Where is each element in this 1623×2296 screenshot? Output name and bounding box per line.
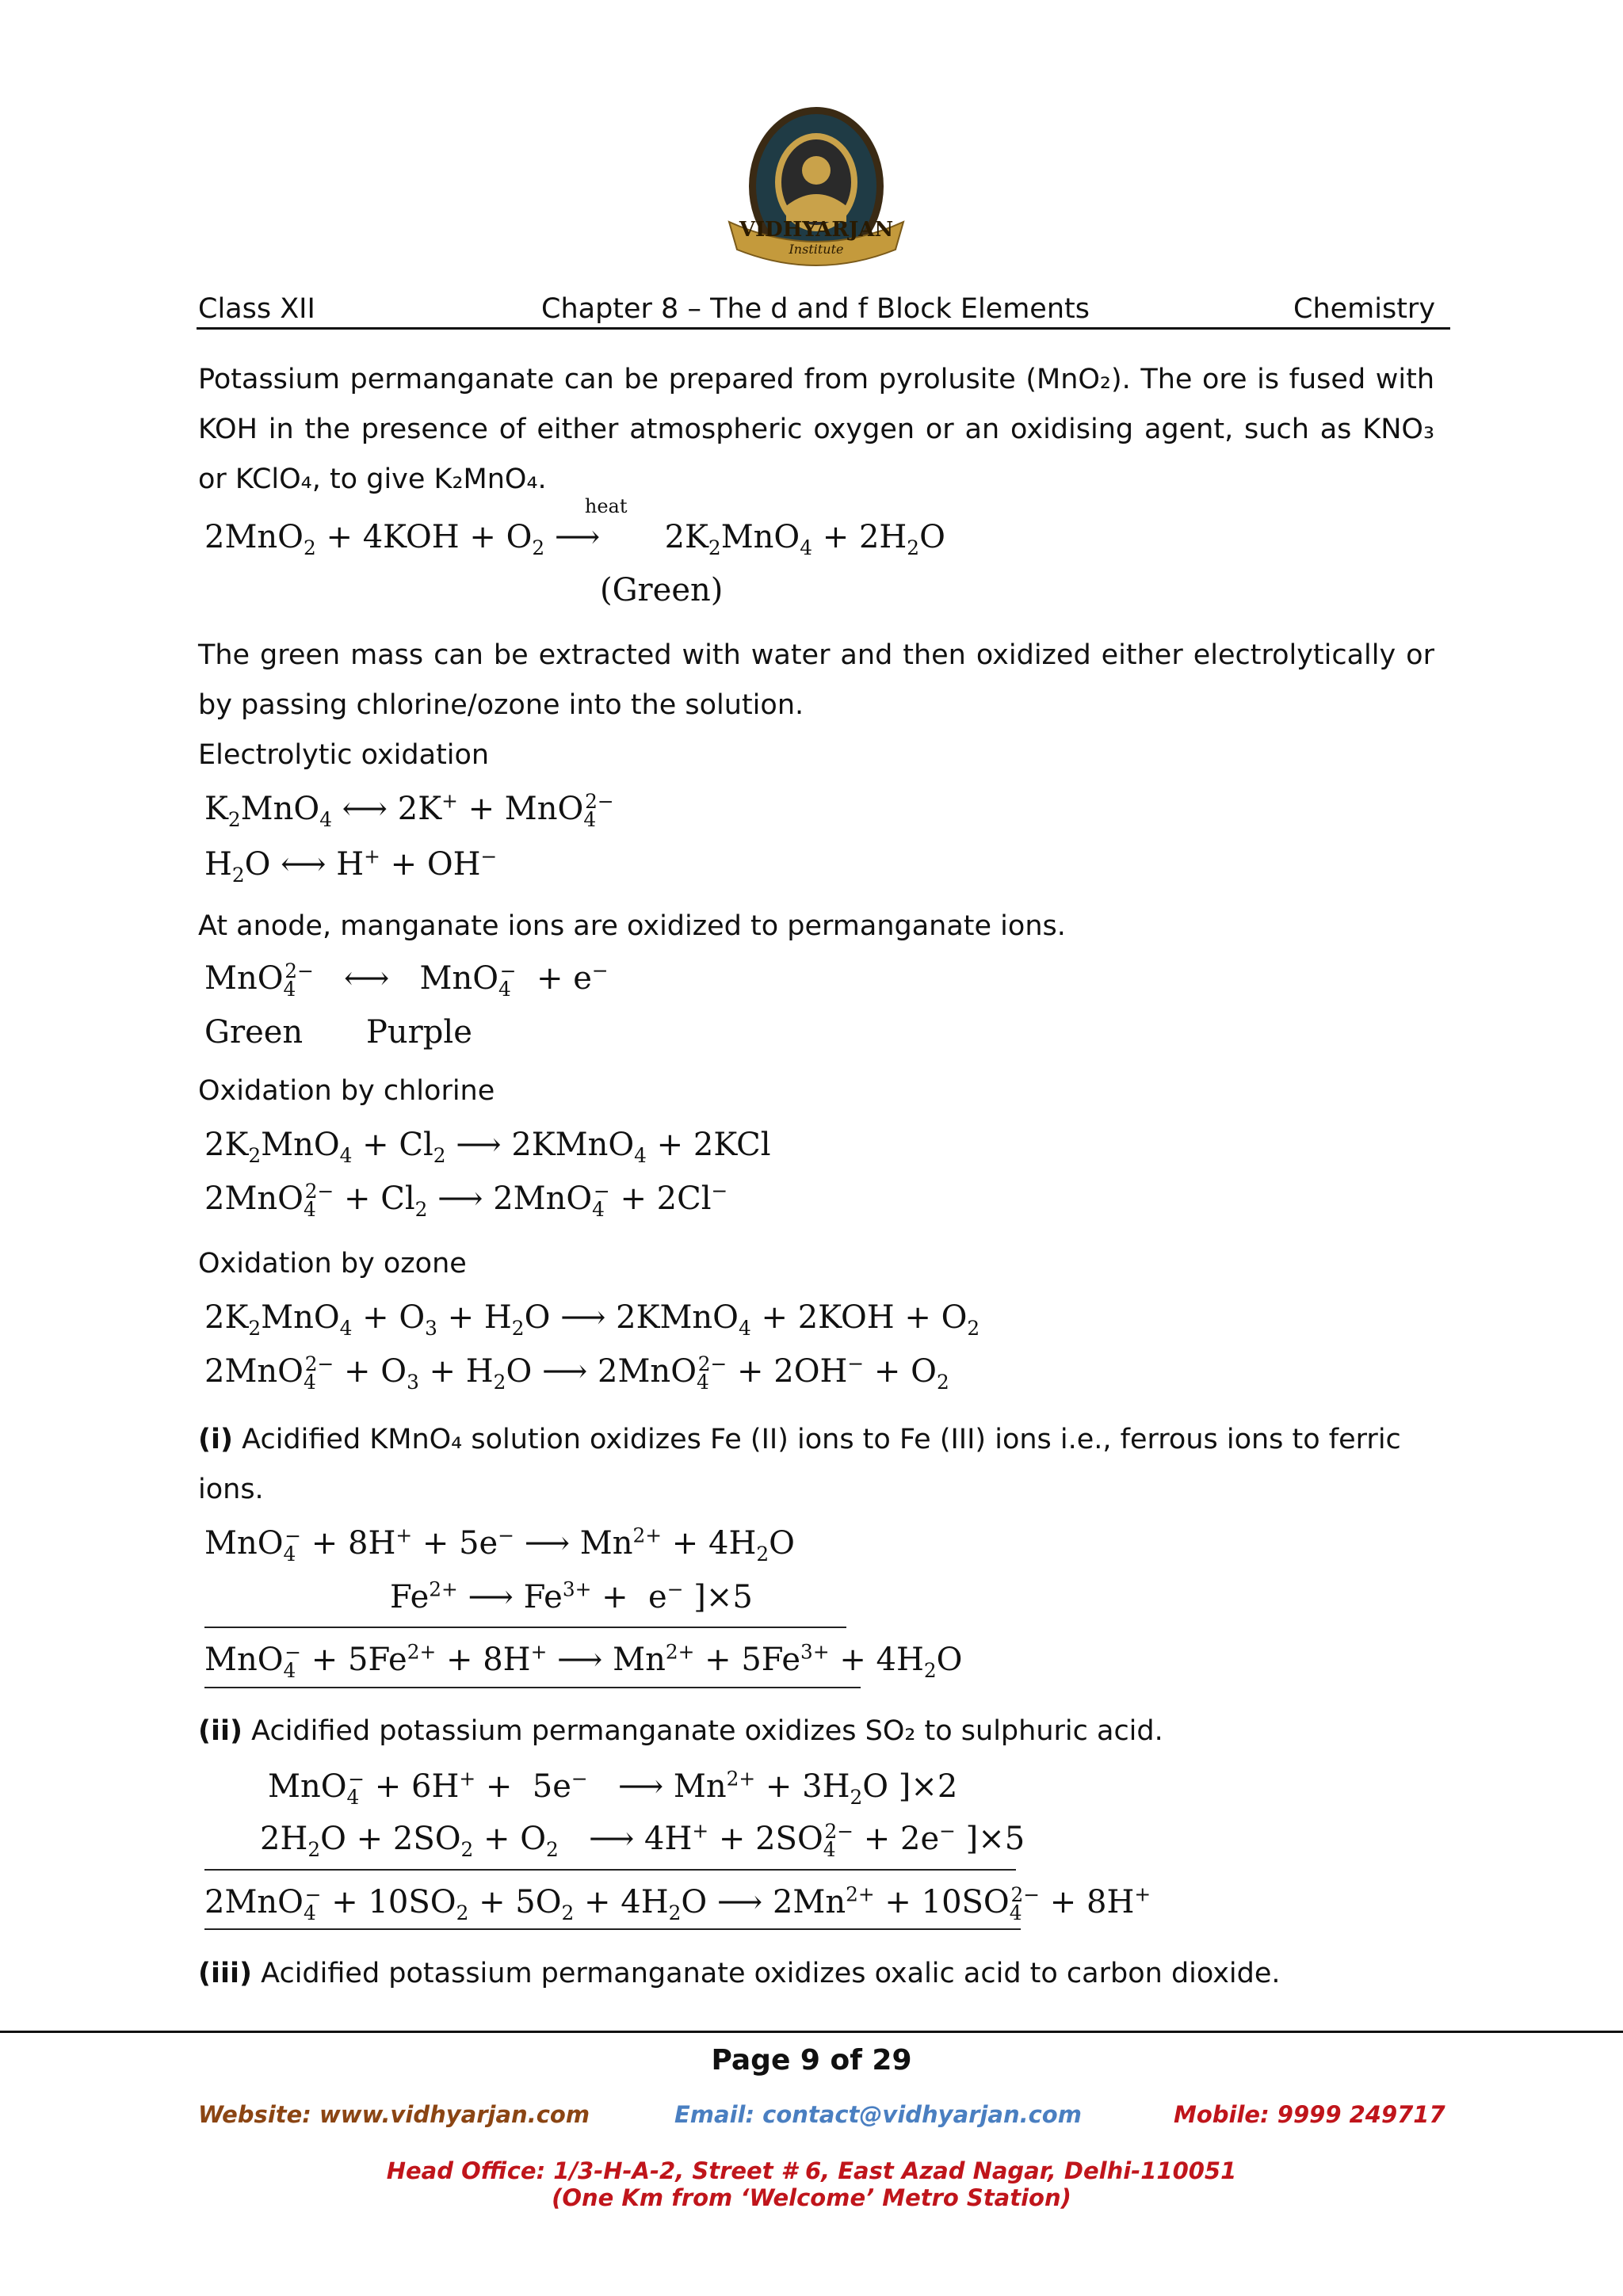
green-label: (Green) [600, 572, 724, 608]
equation-ozone-1: $2K_2MnO_4 + O_3 + H_2O$ ⟶ 2KMnO$_4$ + $2KOH + O_2$ [204, 1299, 980, 1340]
paragraph-line: KOH in the presence of either atmospheric oxygen or an oxidising agent, such as KNO₃ [198, 414, 1434, 445]
equation-so2-1: MnO$_4$− + 6H+ + 5e− ⟶ $Mn^{2+} + 3H_2O$ ]×2 [268, 1767, 958, 1809]
section-heading: Oxidation by chlorine [198, 1075, 495, 1107]
equation-dissociation: $K_2MnO_4$ ⟷ 2K+ + MnO$_4^{2-}$ [204, 789, 614, 831]
footer-mobile: Mobile: 9999 249717 [1174, 2101, 1445, 2128]
item-ii [198, 1707, 1434, 1756]
svg-text:Institute: Institute [789, 242, 844, 257]
equation-anode: MnO$_4^{2-}$ ⟷ MnO$_4$− + e− [204, 959, 609, 1001]
header-class: Class XII [198, 293, 315, 325]
footer-office: Head Office: 1/3-H-A-2, Street # 6, East Azad Nagar, Delhi-110051 [386, 2157, 1237, 2184]
underline [204, 1687, 861, 1688]
label-green: Green [204, 1014, 304, 1051]
item-number: (i) [198, 1424, 233, 1455]
paragraph-line: At anode, manganate ions are oxidized to permanganate ions. [198, 910, 1066, 942]
label-purple: Purple [366, 1014, 472, 1051]
equation-so2-2: $2H_2O + 2SO_2 + O_2$ ⟶ $4H^+ + 2SO_4^{2-} + 2e^-$ ]×5 [260, 1819, 1025, 1861]
item-i [198, 1415, 1434, 1465]
underline [204, 1928, 1021, 1930]
section-heading: Oxidation by ozone [198, 1248, 467, 1280]
item-number: (ii) [198, 1715, 242, 1747]
equation-fe-net: $MnO_4^- + 5Fe^{2+} + 8H^+$ ⟶ $Mn^{2+} + 5Fe^{3+} + 4H_2O$ [204, 1640, 963, 1682]
section-heading: Electrolytic oxidation [198, 739, 490, 771]
paragraph-line: Potassium permanganate can be prepared from pyrolusite (MnO₂). The ore is fused with [198, 364, 1434, 395]
svg-text:VIDHYARJAN: VIDHYARJAN [739, 218, 894, 242]
footer-landmark: (One Km from ‘Welcome’ Metro Station) [552, 2184, 1071, 2211]
equation-preparation: $2MnO_2 + 4KOH + O_2$ heat ⟶ $2K_2MnO_4 + 2H_2O$ [204, 495, 945, 559]
footer-email[interactable]: Email: contact@vidhyarjan.com [674, 2101, 1082, 2128]
paragraph-line: The green mass can be extracted with water and then oxidized either electrolytically or [198, 639, 1434, 671]
sum-line [204, 1627, 846, 1628]
institute-logo [713, 103, 919, 293]
paragraph-line: or KClO₄, to give K₂MnO₄. [198, 463, 547, 495]
paragraph-line: by passing chlorine/ozone into the solution. [198, 689, 804, 721]
equation-so2-net: $2MnO_4^- + 10SO_2 + 5O_2 + 4H_2O$ ⟶ $2Mn^{2+} + 10SO_4^{2-} + 8H^+$ [204, 1882, 1151, 1924]
header-divider [197, 327, 1450, 330]
item-text: Acidified potassium permanganate oxidizes oxalic acid to carbon dioxide. [261, 1958, 1281, 1989]
footer-website[interactable]: Website: www.vidhyarjan.com [198, 2101, 590, 2128]
item-text: Acidified potassium permanganate oxidizes SO₂ to sulphuric acid. [251, 1715, 1163, 1747]
header-chapter: Chapter 8 – The d and f Block Elements [541, 293, 1090, 325]
equation-chlorine-2: $2MnO_4^{2-} + Cl_2$ ⟶ 2MnO$_4$− + 2Cl− [204, 1179, 728, 1221]
paragraph-line: ions. [198, 1474, 264, 1505]
equation-chlorine-1: $2K_2MnO_4 + Cl_2$ ⟶ 2KMnO$_4$ + 2KCl [204, 1127, 771, 1167]
equation-fe-1: MnO$_4$− + 8H+ + 5e− ⟶ $Mn^{2+} + 4H_2O$ [204, 1524, 795, 1566]
item-number: (iii) [198, 1958, 252, 1989]
equation-water: $H_2O$ ⟷ H+ + OH− [204, 845, 498, 887]
footer-divider [0, 2031, 1623, 2033]
page-number: Page 9 of 29 [711, 2044, 912, 2077]
equation-fe-2: $Fe^{2+}$ ⟶ $Fe^{3+} + e^-$ ]×5 [390, 1577, 753, 1615]
sum-line [204, 1869, 1016, 1871]
item-text: Acidified KMnO₄ solution oxidizes Fe (II) ions to Fe (III) ions i.e., ferrous ions to ferric [242, 1424, 1401, 1455]
item-iii [198, 1949, 1434, 1999]
equation-ozone-2: $2MnO_4^{2-} + O_3 + H_2O$ ⟶ $2MnO_4^{2-} + 2OH^- + O_2$ [204, 1352, 949, 1394]
heat-label: heat [584, 495, 628, 517]
header-subject: Chemistry [1293, 293, 1436, 325]
